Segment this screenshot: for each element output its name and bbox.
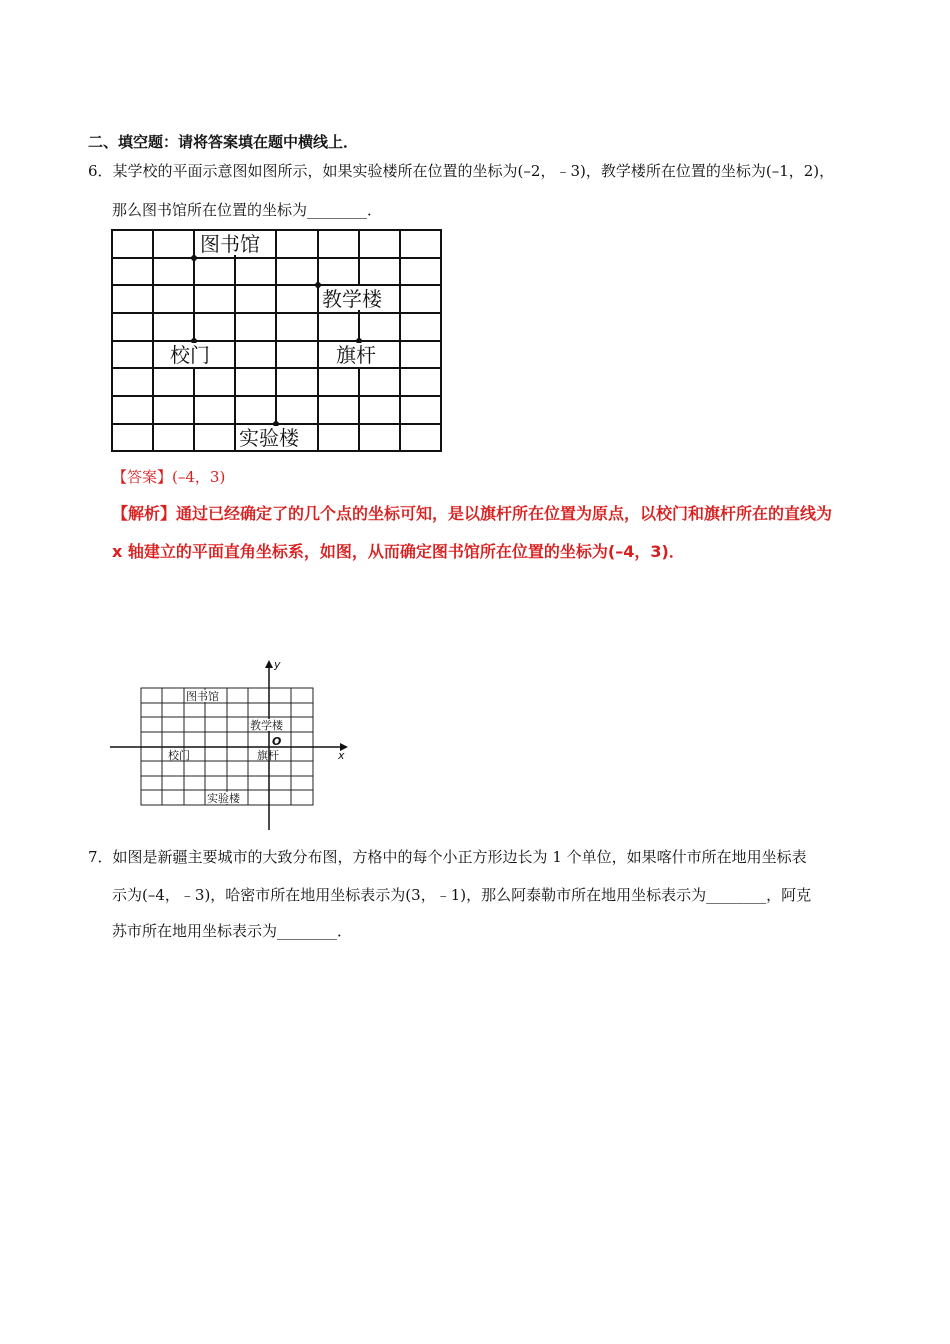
x-axis-label: x <box>338 749 345 762</box>
q6-line1: 6．某学校的平面示意图如图所示，如果实验楼所在位置的坐标为(–2，﹣3)，教学楼所在位置的坐标为(–1，2)， <box>88 162 835 180</box>
library-point <box>191 255 197 261</box>
y-arrow-icon <box>265 660 273 668</box>
mini-lab-label: 实验楼 <box>207 792 240 805</box>
lab-label: 实验楼 <box>239 426 299 450</box>
school-map <box>108 226 448 456</box>
answer <box>112 466 225 487</box>
analysis-text1: 通过已经确定了的几个点的坐标可知，是以旗杆所在位置为原点，以校门和旗杆所在的直线为 <box>176 504 833 523</box>
flag-label: 旗杆 <box>336 343 376 367</box>
origin-label: O <box>272 735 282 748</box>
section-title: 二、填空题：请将答案填在题中横线上． <box>88 133 359 151</box>
analysis-tag: 【解析】 <box>112 504 177 523</box>
library-label: 图书馆 <box>200 232 260 256</box>
mini-gate-label: 校门 <box>168 749 190 762</box>
q7-line2: 示为(–4，﹣3)，哈密市所在地用坐标表示为(3，﹣1)，那么阿泰勒市所在地用坐标表示为________，阿克 <box>112 886 812 904</box>
answer-value: (–4，3) <box>172 468 226 486</box>
mini-teaching-label: 教学楼 <box>250 719 283 732</box>
y-axis-label: y <box>274 658 281 671</box>
q6-line2: 那么图书馆所在位置的坐标为________． <box>112 201 383 219</box>
gate-label: 校门 <box>170 343 210 367</box>
coordinate-diagram <box>108 655 358 835</box>
analysis-line2: x 轴建立的平面直角坐标系，如图，从而确定图书馆所在位置的坐标为(–4，3)． <box>112 542 685 561</box>
teaching-label: 教学楼 <box>322 287 382 311</box>
mini-flag-label: 旗杆 <box>257 749 279 762</box>
answer-tag: 【答案】 <box>112 468 173 486</box>
mini-library-label: 图书馆 <box>186 690 219 703</box>
q7-line1: 7．如图是新疆主要城市的大致分布图，方格中的每个小正方形边长为 1 个单位，如果喀什市所在地用坐标表 <box>88 848 807 866</box>
analysis-line1 <box>112 501 832 524</box>
teaching-point <box>315 282 321 288</box>
q7-line3: 苏市所在地用坐标表示为________． <box>112 922 353 940</box>
